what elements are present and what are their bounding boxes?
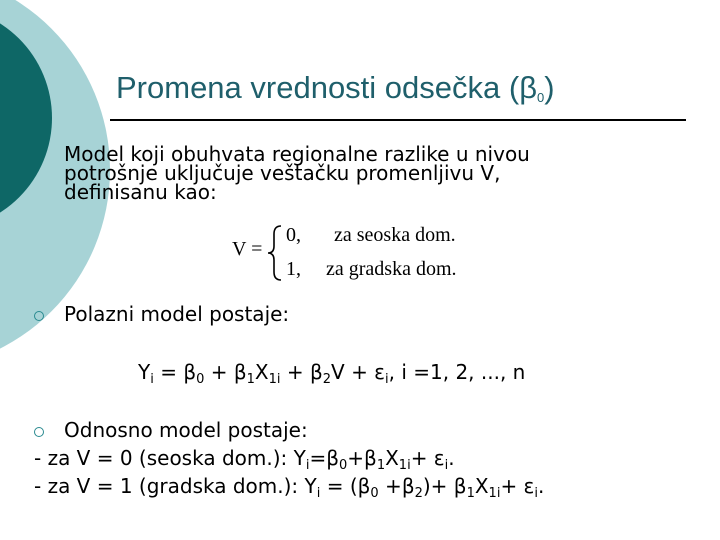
bullet-icon-1 [34,311,44,321]
bullet-text-2: Odnosno model postaje: [64,418,308,442]
v-lhs: V = [232,238,263,260]
base-equation: $Y_i = \beta_0 + \beta_1X_{1i} + \beta_2V + \varepsilon_i$, i =1, 2, ..., n [138,360,526,387]
intro-paragraph [64,142,664,205]
case2-value: 1, [286,258,301,280]
bullet-text-1: Polazni model postaje: [64,302,290,326]
intro-line-2: potrošnje uključuje veštačku promenljivu V, [64,161,501,185]
v-definition-formula [228,224,488,284]
case1-label: za seoska dom. [334,224,456,246]
case2-label: za gradska dom. [326,258,457,280]
case-v1-equation: - za V = 1 (gradska dom.): $Y_i = (\beta_0 +\beta_2)+ \beta_1X_{1i}+ \varepsilon_i$. [34,474,545,501]
title-underline [110,119,686,121]
intro-line-1: Model koji obuhvata regionalne razlike u nivou [64,142,530,166]
bullet-icon-2 [34,427,44,437]
page-title: Promena vrednosti odsečka $(\beta_0)$ [116,70,555,105]
intro-line-3: definisanu kao: [64,180,217,204]
case1-value: 0, [286,224,301,246]
case-v0-equation: - za V = 0 (seoska dom.): $Y_i=\beta_0+\beta_1X_{1i}+ \varepsilon_i$. [34,446,455,473]
left-brace-icon [266,224,284,282]
